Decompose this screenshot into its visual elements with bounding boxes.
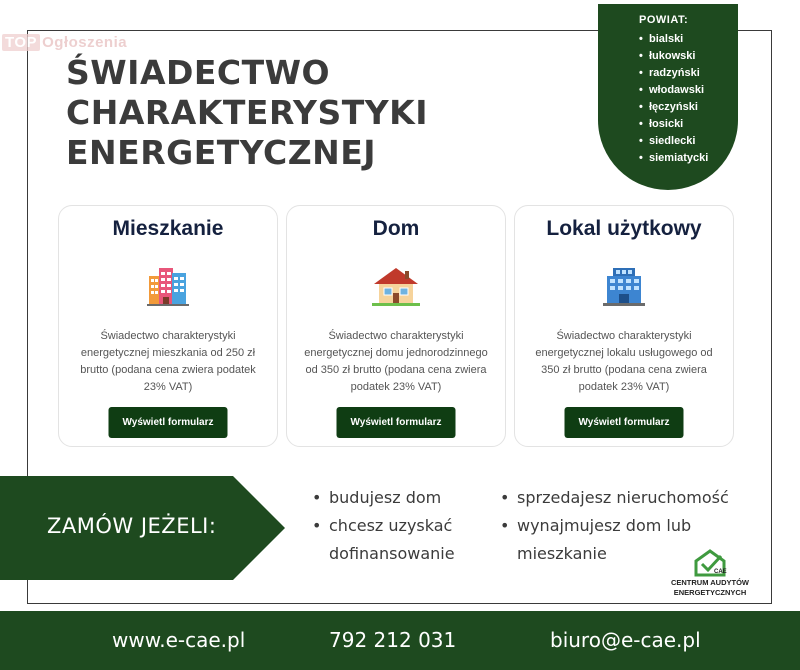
house-icon [372, 266, 420, 306]
list-item: • chcesz uzyskać dofinansowanie [309, 512, 489, 568]
cae-house-check-icon [693, 549, 727, 577]
card-title: Dom [372, 217, 420, 240]
office-building-icon [603, 266, 645, 306]
powiat-list [639, 31, 738, 167]
title-line-1: ŚWIADECTWO [66, 53, 331, 92]
powiat-title: POWIAT: [639, 14, 689, 26]
logo-line-1: CENTRUM AUDYTÓW [670, 578, 750, 587]
powiat-badge [598, 4, 738, 190]
show-form-button[interactable]: Wyświetl formularz [337, 407, 456, 438]
card-mieszkanie [58, 205, 278, 447]
card-dom [286, 205, 506, 447]
card-title: Lokal użytkowy [546, 217, 702, 240]
card-description: Świadectwo charakterystyki energetycznej domu jednorodzinnego od 350 zł brutto (podana cena zwiera podatek 23% VAT) [304, 330, 488, 393]
cae-mark: CAE [714, 569, 727, 575]
powiat-item: • łęczyński [639, 99, 738, 116]
card-title: Mieszkanie [112, 217, 224, 240]
title-line-2: CHARAKTERYSTYKI [66, 93, 428, 132]
powiat-item: • łosicki [639, 116, 738, 133]
powiat-item: • siemiatycki [639, 150, 738, 167]
order-conditions-list [309, 484, 489, 568]
phone-number[interactable]: 792 212 031 [329, 628, 457, 652]
watermark-text: Ogłoszenia [42, 34, 128, 51]
powiat-item: • siedlecki [639, 133, 738, 150]
watermark-logo [2, 34, 127, 51]
powiat-item: • bialski [639, 31, 738, 48]
card-description: Świadectwo charakterystyki energetycznej lokalu usługowego od 350 zł brutto (podana cena zwiera podatek 23% VAT) [535, 330, 713, 393]
list-item: • wynajmujesz dom lub mieszkanie [497, 512, 767, 568]
title-line-3: ENERGETYCZNEJ [66, 133, 377, 172]
order-label: ZAMÓW JEŻELI: [47, 514, 217, 538]
powiat-item: • łukowski [639, 48, 738, 65]
list-item: • sprzedajesz nieruchomość [497, 484, 767, 512]
website-link[interactable]: www.e-cae.pl [112, 628, 246, 652]
card-lokal-uzytkowy [514, 205, 734, 447]
powiat-item: • radzyński [639, 65, 738, 82]
contact-footer [0, 611, 800, 670]
powiat-item: • włodawski [639, 82, 738, 99]
cae-logo [660, 549, 760, 597]
page-title [66, 53, 428, 173]
list-item: • budujesz dom [309, 484, 489, 512]
card-description: Świadectwo charakterystyki energetycznej mieszkania od 250 zł brutto (podana cena zwiera podatek 23% VAT) [80, 330, 256, 393]
logo-line-2: ENERGETYCZNYCH [673, 588, 747, 597]
email-link[interactable]: biuro@e-cae.pl [550, 628, 701, 652]
apartment-building-icon [147, 266, 189, 306]
show-form-button[interactable]: Wyświetl formularz [109, 407, 228, 438]
show-form-button[interactable]: Wyświetl formularz [565, 407, 684, 438]
watermark-prefix: TOP [2, 34, 40, 51]
